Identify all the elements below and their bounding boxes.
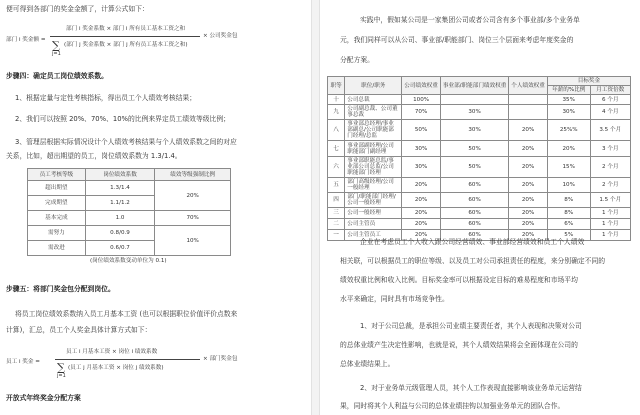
step5-paragraph-1: 将员工岗位绩效系数纳入员工月基本工资 (也可以根据职位价值评价点数来 [15,310,238,318]
table-header-cell: 目标奖金 [547,77,630,86]
table-header-row [328,77,631,86]
right-paragraph-2c: 绩效权重比例和收入比例。目标奖金率可以根据设定目标的难易程度和市场平均 [340,276,578,284]
table-header-row [28,169,231,181]
value-cell: 20% [509,178,548,193]
value-cell: 70% [402,105,441,120]
value-cell [509,105,548,120]
grade-cell: 六 [328,157,345,178]
grade-cell: 完成期望 [28,196,86,211]
position-cell: 公司总裁 [345,95,402,105]
value-cell: 50% [440,157,508,178]
value-cell: 10% [547,178,590,193]
bonus-weight-table-body [328,95,631,241]
table-row [328,105,631,120]
grade-cell: 三 [328,208,345,219]
value-cell: 8% [547,208,590,219]
formula1-label: 部门 i 奖金额 = [6,37,46,43]
value-cell: 2 个月 [590,157,630,178]
value-cell: 60% [440,208,508,219]
coef-cell: 1.1/1.2 [85,196,155,211]
page-gutter [311,0,320,415]
formula2-tail: × 部门奖金包 [203,356,238,362]
table-row [328,120,631,141]
value-cell: 6% [547,219,590,230]
value-cell: 20% [402,178,441,193]
value-cell: 5% [547,230,590,241]
grade-cell: 基本完成 [28,211,86,226]
value-cell [440,95,508,105]
right-paragraph-3a: 1、对于公司总裁，是承担公司业绩主要责任者，其个人表现和决策对公司 [360,322,582,330]
value-cell: 30% [402,141,441,157]
grade-cell: 一 [328,230,345,241]
value-cell: 20% [509,219,548,230]
grade-cell: 二 [328,219,345,230]
right-paragraph-2a: 企业在考虑员工个人收入跟公司经营绩效、事业部经营绩效和员工个人绩效 [360,238,585,246]
ratio-cell: 10% [155,226,231,256]
table-row [28,226,231,241]
position-cell: 公司主管员工 [345,230,402,241]
left-document-page [0,0,311,415]
value-cell: 3 个月 [590,141,630,157]
value-cell: 15% [547,157,590,178]
position-cell: 部门高级经理/公司一般经理 [345,178,402,193]
value-cell: 20% [547,141,590,157]
position-cell: 事业部总经理/事业部副总/公司职能部门经理/总监 [345,120,402,141]
formula2-denominator: (员工 j 月基本工资 × 岗位 j 绩效系数) [68,365,164,371]
value-cell: 20% [402,208,441,219]
grade-cell: 十 [328,95,345,105]
position-cell: 公司副总裁、公司董事总裁 [345,105,402,120]
grade-cell: 需改进 [28,241,86,256]
position-cell: 事业部职能总监/事业部公司总监/公司职能部门经理 [345,157,402,178]
grade-cell: 五 [328,178,345,193]
table-row [328,208,631,219]
ratio-cell: 20% [155,181,231,211]
value-cell: 1 个月 [590,230,630,241]
step4-paragraph-3b: 关系，比如，超出期望的员工，岗位绩效系数为 1.3/1.4。 [6,152,182,160]
value-cell: 25%% [547,120,590,141]
right-document-page [320,0,640,415]
value-cell: 30% [402,157,441,178]
table-header-cell: 年薪的%比例 [547,86,590,95]
value-cell: 20% [509,157,548,178]
right-paragraph-4b: 果，同时将其个人利益与公司的总体业绩挂钩以加强业务单元的团队合作。 [340,402,565,410]
value-cell: 20% [509,230,548,241]
value-cell [509,95,548,105]
position-cell: 事业部副经理/公司职能部门副经理 [345,141,402,157]
value-cell: 3.5 个月 [590,120,630,141]
value-cell: 1 个月 [590,208,630,219]
step4-heading: 步骤四：确定员工岗位绩效系数。 [6,72,108,80]
position-cell: 公司主管员 [345,219,402,230]
value-cell: 30% [440,120,508,141]
grade-cell: 超出期望 [28,181,86,196]
value-cell: 20% [402,230,441,241]
formula1-fraction-bar [50,36,200,37]
right-paragraph-1c: 分配方案。 [340,56,374,64]
coef-cell: 1.3/1.4 [85,181,155,196]
value-cell: 50% [402,120,441,141]
table-header-cell: 职等 [328,77,345,95]
position-cell: 公司一般经理 [345,208,402,219]
step5-heading: 步骤五：将部门奖金包分配到岗位。 [6,285,115,293]
grade-cell: 四 [328,193,345,208]
coef-cell: 0.6/0.7 [85,241,155,256]
table-header-cell: 月工资倍数 [590,86,630,95]
value-cell: 60% [440,219,508,230]
table-header-cell: 绩效等级强制比例 [155,169,231,181]
value-cell: 1.5 个月 [590,193,630,208]
value-cell: 20% [509,193,548,208]
table-header-cell: 事业部/职能部门绩效权重 [440,77,508,95]
table-header-cell: 职位/职务 [345,77,402,95]
right-paragraph-2b: 相关联，可以根据员工的职位等级、以及员工对公司承担责任的程度，来分别确定不同的 [340,257,606,265]
value-cell: 50% [440,141,508,157]
step5-paragraph-2: 计算)，汇总，员工个人奖金具体计算方式如下： [6,326,152,334]
table-header-cell: 岗位绩效系数 [85,169,155,181]
value-cell: 2 个月 [590,178,630,193]
formula2-numerator: 员工 i 月基本工资 × 岗位 i 绩效系数 [66,349,158,355]
position-cell: 部门/职能部门经理/公司一般经理 [345,193,402,208]
intro-line: 便可得到各部门的奖金金额了，计算公式如下： [6,5,149,13]
table-header-cell: 公司绩效权重 [402,77,441,95]
table-header-cell: 员工考核等级 [28,169,86,181]
table-row [328,193,631,208]
formula1-sigma-icon: ∑ [52,39,60,52]
formula2-sigma-icon: ∑ [57,361,65,374]
grade-cell: 八 [328,120,345,141]
performance-coefficient-table [27,168,231,256]
coef-cell: 1.0 [85,211,155,226]
table-row [28,181,231,196]
right-paragraph-2d: 水平来确定，同时具有市场竞争性。 [340,295,449,303]
value-cell: 60% [440,230,508,241]
value-cell: 100% [402,95,441,105]
value-cell: 20% [509,120,548,141]
value-cell: 30% [440,105,508,120]
value-cell: 6 个月 [590,95,630,105]
coef-cell: 0.8/0.9 [85,226,155,241]
right-paragraph-1a: 实践中，假如某公司是一家集团公司或者公司含有多个事业部/多个业务单 [360,16,580,24]
table-row [28,211,231,226]
right-paragraph-3b: 的总体业绩产生决定性影响，也就是说，其个人绩效结果将会全面体现在公司的 [340,341,578,349]
value-cell: 4 个月 [590,105,630,120]
value-cell: 30% [547,105,590,120]
table-caption: (岗位绩效系数变动单位为 0.1) [90,258,167,264]
value-cell: 60% [440,178,508,193]
grade-cell: 需努力 [28,226,86,241]
value-cell: 8% [547,193,590,208]
value-cell: 20% [509,208,548,219]
table-row [328,95,631,105]
formula1-denominator: (部门 j 奖金系数 × 部门 j 所有员工基本工资之和) [64,42,188,48]
step4-paragraph-1: 1、根据定量与定性考核指标，得出员工个人绩效考核结果； [15,94,197,102]
formula1-tail: × 公司奖金包 [203,33,238,39]
right-paragraph-4a: 2、对于业务单元级管理人员，其个人工作表现直接影响该业务单元运营结 [360,384,582,392]
right-paragraph-3c: 总体业绩结果上。 [340,360,395,368]
formula2-subscript: j=1 [57,373,66,379]
bonus-plan-heading: 开放式年终奖金分配方案 [6,394,81,402]
right-paragraph-1b: 元，我们同样可以从公司、事业部/职能部门、岗位三个层面来考虑年度奖金的 [340,36,574,44]
table-row [328,157,631,178]
value-cell: 1 个月 [590,219,630,230]
table-row [328,141,631,157]
table-header-cell: 个人绩效权重 [509,77,548,95]
value-cell: 20% [509,141,548,157]
formula2-label: 员工 i 奖金 = [6,359,40,365]
step4-paragraph-2: 2、我们可以按照 20%、70%、10%的比例来界定员工绩效等级比例； [15,115,230,123]
formula1-subscript: j=1 [52,51,61,57]
table-row [328,178,631,193]
table-row [328,219,631,230]
value-cell: 60% [440,193,508,208]
value-cell: 20% [402,219,441,230]
formula2-fraction-bar [55,359,200,360]
step4-paragraph-3a: 3、管理层根据实际情况设计个人绩效考核结果与个人绩效系数之间的对应 [15,138,237,146]
bonus-weight-table [327,76,631,241]
grade-cell: 七 [328,141,345,157]
value-cell: 35% [547,95,590,105]
formula1-numerator: 部门 i 奖金系数 × 部门 i 所有员工基本工资之和 [66,26,186,32]
grade-cell: 九 [328,105,345,120]
ratio-cell: 70% [155,211,231,226]
value-cell: 20% [402,193,441,208]
